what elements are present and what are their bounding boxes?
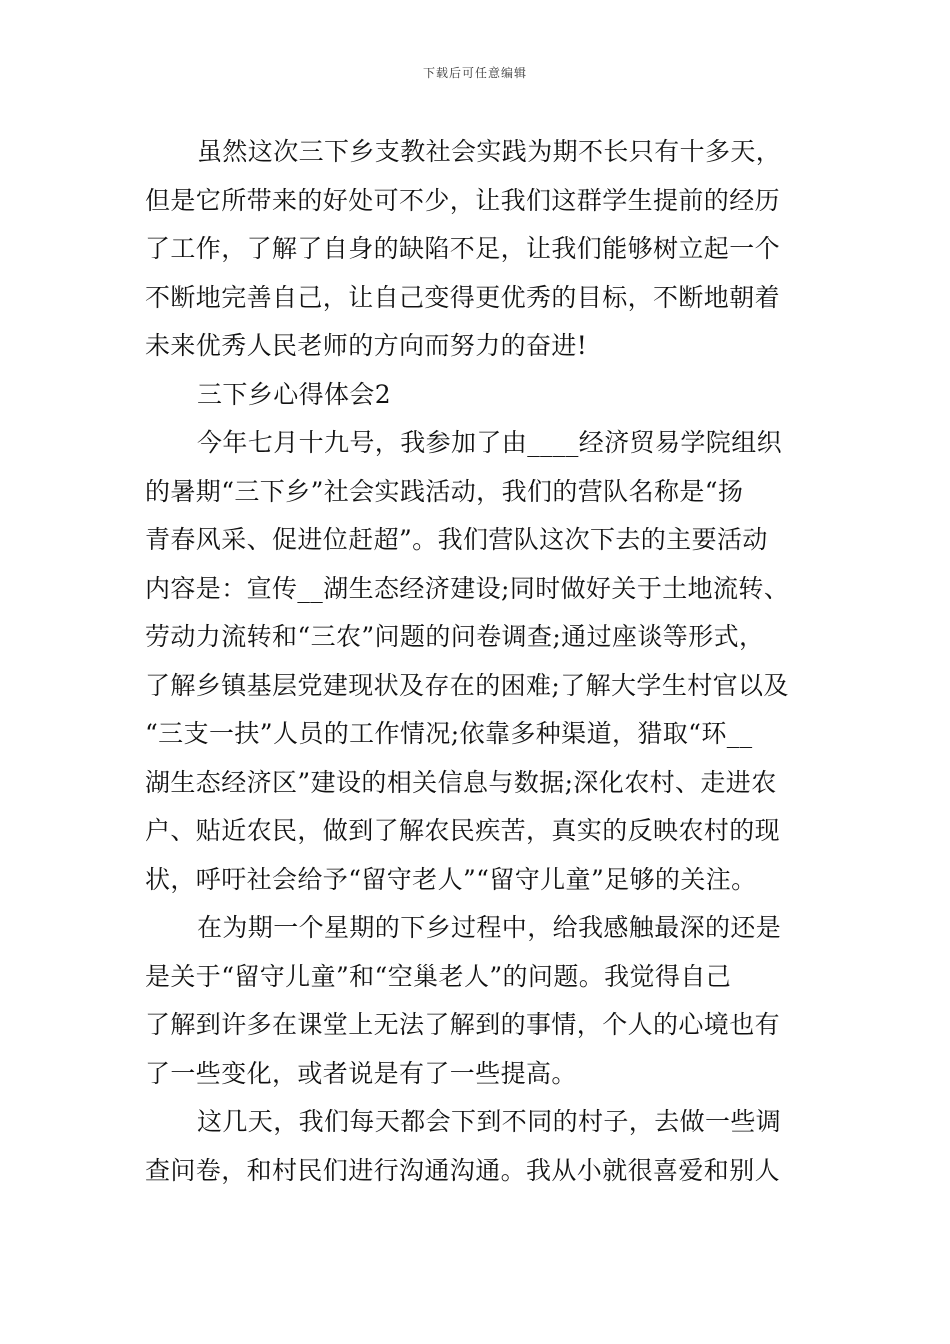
text-line: 今年七月十九号，我参加了由____经济贸易学院组织 (197, 428, 783, 457)
text-line: 户、贴近农民，做到了解农民疾苦，真实的反映农村的现 (145, 816, 781, 845)
text-line: 湖生态经济区”建设的相关信息与数据;深化农村、走进农 (145, 767, 777, 797)
text-line: 这几天，我们每天都会下到不同的村子，去做一些调 (197, 1107, 782, 1136)
text-line: “三支一扶”人员的工作情况;依靠多种渠道，猎取“环__ (145, 719, 753, 748)
text-line: 了工作，了解了自身的缺陷不足，让我们能够树立起一个 (145, 234, 781, 263)
text-line: 了解到许多在课堂上无法了解到的事情，个人的心境也有 (145, 1010, 781, 1039)
text-line: 内容是：宣传__湖生态经济建设;同时做好关于土地流转、 (145, 573, 790, 603)
text-line: 了解乡镇基层党建现状及存在的困难;了解大学生村官以及 (145, 670, 789, 700)
text-line: 但是它所带来的好处可不少，让我们这群学生提前的经历 (145, 185, 781, 215)
text-line: 劳动力流转和“三农”问题的问卷调查;通过座谈等形式， (145, 622, 765, 651)
text-line: 了一些变化，或者说是有了一些提高。 (145, 1058, 577, 1088)
text-line: 虽然这次三下乡支教社会实践为期不长只有十多天， (197, 137, 782, 166)
page-header-note: 下载后可任意编辑 (422, 66, 527, 80)
text-line: 未来优秀人民老师的方向而努力的奋进! (145, 331, 588, 360)
document-body (145, 128, 805, 1195)
section-heading: 三下乡心得体会2 (197, 379, 392, 409)
text-line: 不断地完善自己，让自己变得更优秀的目标，不断地朝着 (145, 282, 781, 312)
text-line: 青春风采、促进位赶超”。我们营队这次下去的主要活动 (145, 525, 768, 554)
text-line: 的暑期“三下乡”社会实践活动，我们的营队名称是“扬 (145, 476, 744, 506)
text-line: 查问卷，和村民们进行沟通沟通。我从小就很喜爱和别人 (145, 1155, 781, 1185)
text-line: 在为期一个星期的下乡过程中，给我感触最深的还是 (197, 913, 782, 942)
text-line: 状，呼吁社会给予“留守老人”“留守儿童”足够的关注。 (145, 864, 757, 894)
text-line: 是关于“留守儿童”和“空巢老人”的问题。我觉得自己 (145, 961, 732, 991)
